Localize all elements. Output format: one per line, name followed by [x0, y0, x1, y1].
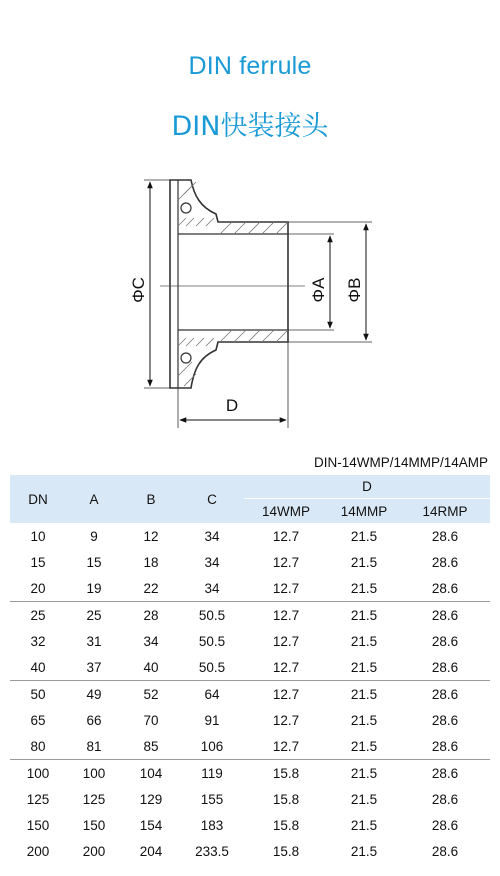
table-cell: 12.7	[272, 633, 300, 649]
table-row	[10, 602, 490, 629]
table-cell: 183	[200, 817, 224, 833]
table-cell: 125	[82, 791, 106, 807]
ferrule-inner-outline	[178, 234, 288, 330]
table-cell: 12.7	[272, 712, 300, 728]
table-row	[10, 786, 490, 812]
dim-a-label: ΦA	[309, 277, 328, 303]
table-row	[10, 707, 490, 733]
title-english: DIN ferrule	[188, 52, 312, 80]
table-cell: 12	[143, 528, 159, 544]
header-a: A	[66, 475, 122, 523]
table-cell: 28.6	[431, 843, 459, 859]
model-numbers: DIN-14WMP/14MMP/14AMP	[313, 455, 488, 470]
table-cell: 40	[30, 659, 46, 675]
dimension-table	[10, 475, 490, 864]
table-cell: 70	[143, 712, 159, 728]
table-cell: 25	[10, 602, 66, 629]
table-cell: 28.6	[431, 817, 459, 833]
table-cell: 155	[200, 791, 224, 807]
table-row	[10, 575, 490, 602]
table-cell: 64	[180, 681, 244, 708]
table-cell: 15	[86, 554, 102, 570]
table-cell: 28.6	[400, 602, 490, 629]
table-cell: 15.8	[272, 817, 300, 833]
table-cell: 200	[26, 843, 50, 859]
table-cell: 119	[180, 760, 244, 787]
table-cell: 28.6	[400, 681, 490, 708]
table-cell: 21.5	[350, 580, 378, 596]
header-14wmp: 14WMP	[244, 499, 328, 524]
table-cell: 21.5	[350, 633, 378, 649]
table-cell: 9	[90, 528, 98, 544]
table-cell: 15.8	[272, 791, 300, 807]
section-hatch	[178, 182, 288, 386]
table-row	[10, 812, 490, 838]
table-cell: 21.5	[350, 659, 378, 675]
table-cell: 12.7	[272, 528, 300, 544]
header-dn: DN	[10, 475, 66, 523]
table-cell: 154	[139, 817, 163, 833]
table-cell: 200	[82, 843, 106, 859]
table-cell: 15.8	[272, 843, 300, 859]
table-cell: 12.7	[272, 738, 300, 754]
table-cell: 22	[143, 580, 159, 596]
table-cell: 34	[204, 528, 220, 544]
table-cell: 233.5	[195, 843, 229, 859]
table-cell: 40	[143, 659, 159, 675]
gasket-groove-bottom	[181, 353, 191, 363]
table-cell: 50.5	[180, 602, 244, 629]
table-cell: 21.5	[350, 528, 378, 544]
table-cell: 12.7	[272, 580, 300, 596]
table-body	[10, 523, 490, 864]
table-cell: 10	[30, 528, 46, 544]
header-d: D	[244, 475, 490, 499]
table-cell: 65	[30, 712, 46, 728]
gasket-groove-top	[181, 203, 191, 213]
table-row	[10, 654, 490, 681]
table-cell: 34	[143, 633, 159, 649]
dim-c-label: ΦC	[129, 277, 148, 303]
table-cell: 37	[86, 659, 102, 675]
table-cell: 50.5	[198, 659, 226, 675]
table-cell: 52	[122, 681, 180, 708]
table-cell: 204	[139, 843, 163, 859]
header-14mmp: 14MMP	[328, 499, 400, 524]
dim-d-label: D	[225, 396, 239, 415]
header-b: B	[122, 475, 180, 523]
table-cell: 21.5	[350, 554, 378, 570]
table-cell: 18	[143, 554, 159, 570]
table-cell: 28.6	[400, 760, 490, 787]
table-cell: 104	[122, 760, 180, 787]
table-row	[10, 760, 490, 787]
title-chinese: DIN快装接头	[171, 111, 329, 142]
table-row	[10, 628, 490, 654]
table-cell: 21.5	[328, 760, 400, 787]
table-cell: 12.7	[272, 554, 300, 570]
table-cell: 15.8	[244, 760, 328, 787]
table-cell: 150	[82, 817, 106, 833]
table-row	[10, 838, 490, 864]
table-cell: 106	[200, 738, 224, 754]
table-cell: 28.6	[431, 633, 459, 649]
table-cell: 50	[10, 681, 66, 708]
table-cell: 21.5	[350, 843, 378, 859]
dim-b-label: ΦB	[345, 277, 364, 303]
table-cell: 19	[86, 580, 102, 596]
table-cell: 85	[143, 738, 159, 754]
table-cell: 20	[30, 580, 46, 596]
table-cell: 31	[86, 633, 102, 649]
table-cell: 15	[30, 554, 46, 570]
table-cell: 80	[30, 738, 46, 754]
ferrule-drawing	[0, 160, 500, 440]
table-cell: 34	[204, 554, 220, 570]
table-cell: 91	[204, 712, 220, 728]
table-cell: 28.6	[431, 738, 459, 754]
table-cell: 129	[139, 791, 163, 807]
table-cell: 21.5	[350, 712, 378, 728]
table-cell: 12.7	[272, 659, 300, 675]
table-cell: 28.6	[431, 580, 459, 596]
table-cell: 12.7	[244, 602, 328, 629]
table-cell: 21.5	[350, 738, 378, 754]
table-cell: 28.6	[431, 554, 459, 570]
table-cell: 25	[66, 602, 122, 629]
table-row	[10, 549, 490, 575]
table-cell: 28.6	[431, 791, 459, 807]
table-cell: 100	[66, 760, 122, 787]
table-cell: 28	[122, 602, 180, 629]
table-cell: 21.5	[328, 681, 400, 708]
table-cell: 21.5	[328, 602, 400, 629]
table-cell: 32	[30, 633, 46, 649]
header-14rmp: 14RMP	[400, 499, 490, 524]
table-row	[10, 681, 490, 708]
table-cell: 12.7	[244, 681, 328, 708]
header-c: C	[180, 475, 244, 523]
table-cell: 81	[86, 738, 102, 754]
table-row	[10, 733, 490, 760]
table-cell: 21.5	[350, 791, 378, 807]
table-cell: 34	[204, 580, 220, 596]
table-cell: 66	[86, 712, 102, 728]
table-cell: 50.5	[198, 633, 226, 649]
table-cell: 100	[10, 760, 66, 787]
table-cell: 28.6	[431, 528, 459, 544]
table-cell: 125	[26, 791, 50, 807]
table-cell: 150	[26, 817, 50, 833]
table-cell: 21.5	[350, 817, 378, 833]
table-cell: 28.6	[431, 659, 459, 675]
table-cell: 28.6	[431, 712, 459, 728]
table-row	[10, 523, 490, 549]
table-cell: 49	[66, 681, 122, 708]
